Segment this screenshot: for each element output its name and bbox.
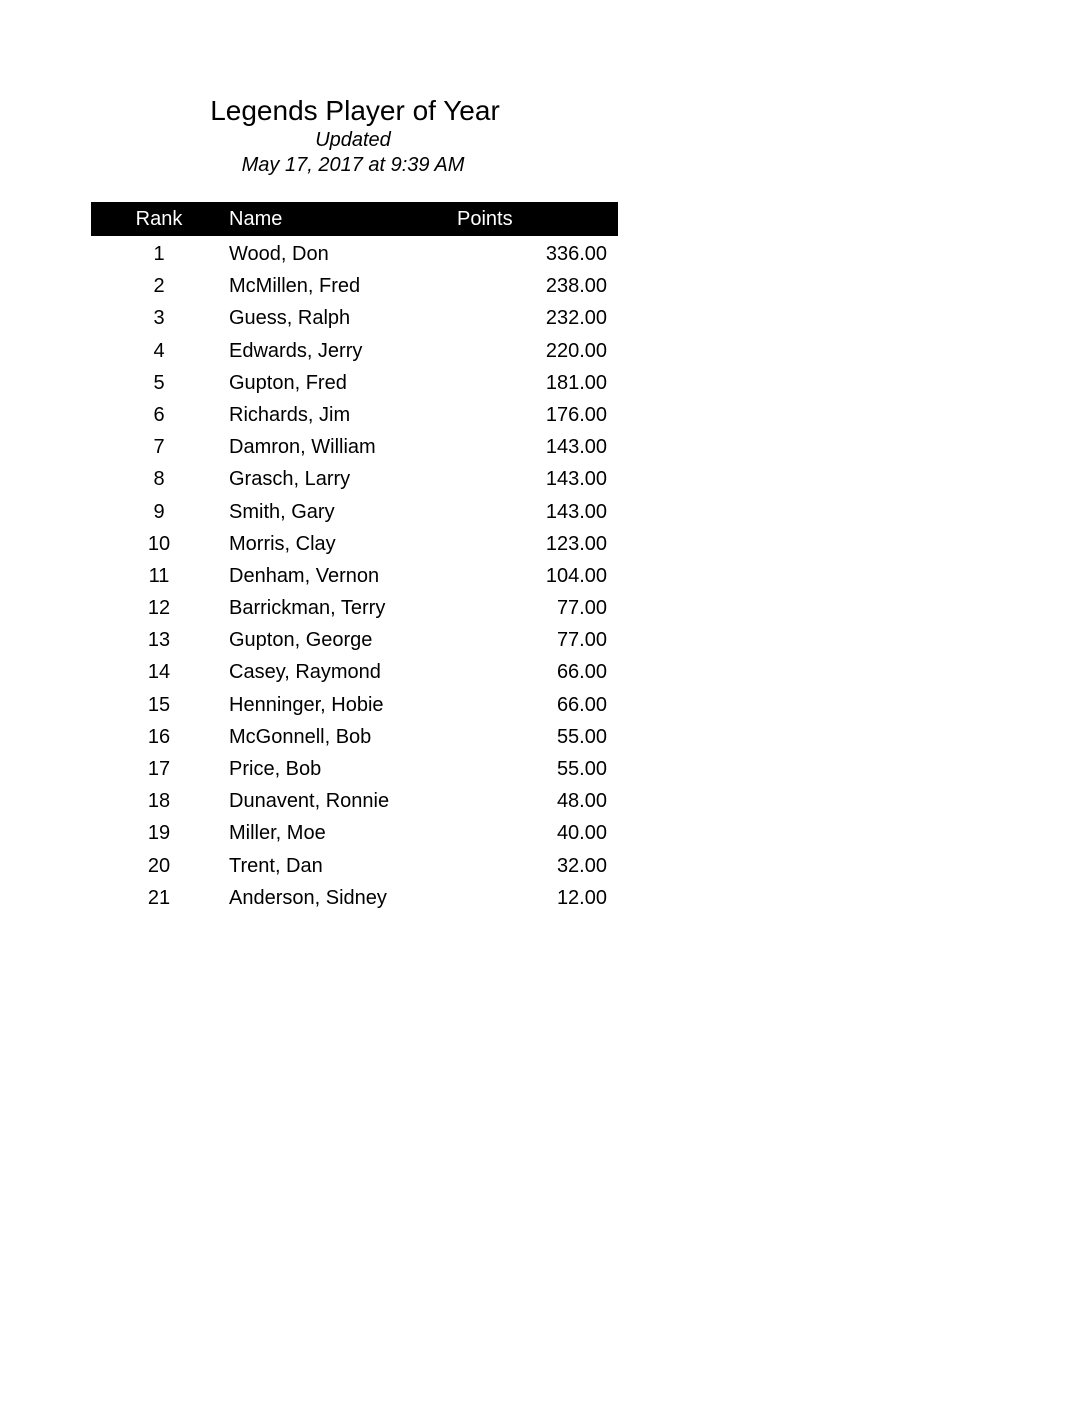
table-row bbox=[91, 882, 618, 914]
rank-cell: 3 bbox=[153, 307, 165, 330]
points-cell: 181.00 bbox=[545, 371, 607, 394]
points-cell: 40.00 bbox=[556, 822, 607, 845]
table-row bbox=[91, 463, 618, 495]
points-cell: 336.00 bbox=[545, 243, 607, 265]
name-cell: Grasch, Larry bbox=[229, 468, 351, 491]
table-row bbox=[91, 689, 618, 721]
rank-cell: 5 bbox=[153, 371, 165, 394]
rank-cell: 10 bbox=[147, 532, 171, 555]
column-header-name: Name bbox=[229, 208, 283, 230]
name-cell: Trent, Dan bbox=[229, 854, 323, 877]
standings-table bbox=[91, 238, 618, 914]
rank-cell: 13 bbox=[147, 629, 171, 652]
column-header-rank: Rank bbox=[135, 208, 183, 230]
points-cell: 66.00 bbox=[556, 661, 607, 684]
table-row bbox=[91, 528, 618, 560]
rank-cell: 20 bbox=[147, 854, 171, 877]
table-row bbox=[91, 817, 618, 849]
name-cell: Miller, Moe bbox=[229, 822, 326, 845]
points-cell: 77.00 bbox=[556, 597, 607, 620]
points-cell: 143.00 bbox=[545, 436, 607, 459]
rank-cell: 16 bbox=[147, 725, 171, 748]
points-cell: 123.00 bbox=[545, 532, 607, 555]
table-header bbox=[91, 202, 618, 236]
points-cell: 104.00 bbox=[545, 564, 607, 587]
table-row bbox=[91, 624, 618, 656]
name-cell: Gupton, Fred bbox=[229, 371, 347, 394]
rank-cell: 17 bbox=[147, 758, 171, 780]
name-cell: Guess, Ralph bbox=[229, 307, 351, 330]
points-cell: 143.00 bbox=[545, 468, 607, 491]
rank-cell: 18 bbox=[147, 790, 171, 813]
table-row bbox=[91, 753, 618, 785]
updated-label: Updated bbox=[315, 129, 391, 151]
name-cell: Damron, William bbox=[229, 436, 376, 459]
table-row bbox=[91, 270, 618, 302]
table-row bbox=[91, 399, 618, 431]
points-cell: 176.00 bbox=[545, 403, 607, 426]
name-cell: McGonnell, Bob bbox=[229, 725, 372, 748]
table-row bbox=[91, 431, 618, 463]
table-row bbox=[91, 238, 618, 270]
rank-cell: 19 bbox=[147, 822, 171, 845]
rank-cell: 12 bbox=[147, 597, 171, 620]
name-cell: Morris, Clay bbox=[229, 532, 336, 555]
points-cell: 55.00 bbox=[556, 758, 607, 780]
table-row bbox=[91, 656, 618, 688]
table-row bbox=[91, 335, 618, 367]
rank-cell: 21 bbox=[147, 886, 171, 909]
table-row bbox=[91, 560, 618, 592]
points-cell: 55.00 bbox=[556, 725, 607, 748]
rank-cell: 7 bbox=[153, 436, 165, 459]
name-cell: Price, Bob bbox=[229, 758, 322, 780]
points-cell: 232.00 bbox=[545, 307, 607, 330]
table-row bbox=[91, 302, 618, 334]
points-cell: 77.00 bbox=[556, 629, 607, 652]
name-cell: Denham, Vernon bbox=[229, 564, 380, 587]
page-title: Legends Player of Year bbox=[210, 95, 500, 126]
name-cell: Richards, Jim bbox=[229, 403, 351, 426]
name-cell: Edwards, Jerry bbox=[229, 339, 363, 362]
rank-cell: 4 bbox=[153, 339, 165, 362]
name-cell: McMillen, Fred bbox=[229, 275, 361, 298]
name-cell: Gupton, George bbox=[229, 629, 373, 652]
points-cell: 12.00 bbox=[556, 886, 607, 909]
name-cell: Wood, Don bbox=[229, 243, 329, 265]
table-row bbox=[91, 850, 618, 882]
rank-cell: 8 bbox=[153, 468, 165, 491]
points-cell: 220.00 bbox=[545, 339, 607, 362]
table-row bbox=[91, 496, 618, 528]
table-row bbox=[91, 367, 618, 399]
points-cell: 48.00 bbox=[556, 790, 607, 813]
name-cell: Barrickman, Terry bbox=[229, 597, 386, 620]
points-cell: 66.00 bbox=[556, 693, 607, 716]
rank-cell: 14 bbox=[147, 661, 171, 684]
rank-cell: 11 bbox=[148, 564, 170, 587]
table-row bbox=[91, 721, 618, 753]
points-cell: 32.00 bbox=[556, 854, 607, 877]
name-cell: Casey, Raymond bbox=[229, 661, 381, 684]
rank-cell: 2 bbox=[153, 275, 165, 298]
points-cell: 238.00 bbox=[545, 275, 607, 298]
name-cell: Henninger, Hobie bbox=[229, 693, 384, 716]
name-cell: Dunavent, Ronnie bbox=[229, 790, 390, 813]
table-row bbox=[91, 592, 618, 624]
rank-cell: 15 bbox=[147, 693, 171, 716]
rank-cell: 9 bbox=[153, 500, 165, 523]
name-cell: Smith, Gary bbox=[229, 500, 335, 523]
rank-cell: 6 bbox=[153, 403, 165, 426]
column-header-points: Points bbox=[457, 208, 513, 230]
name-cell: Anderson, Sidney bbox=[229, 886, 387, 909]
points-cell: 143.00 bbox=[545, 500, 607, 523]
updated-timestamp: May 17, 2017 at 9:39 AM bbox=[241, 154, 465, 176]
table-row bbox=[91, 785, 618, 817]
rank-cell: 1 bbox=[153, 243, 165, 265]
